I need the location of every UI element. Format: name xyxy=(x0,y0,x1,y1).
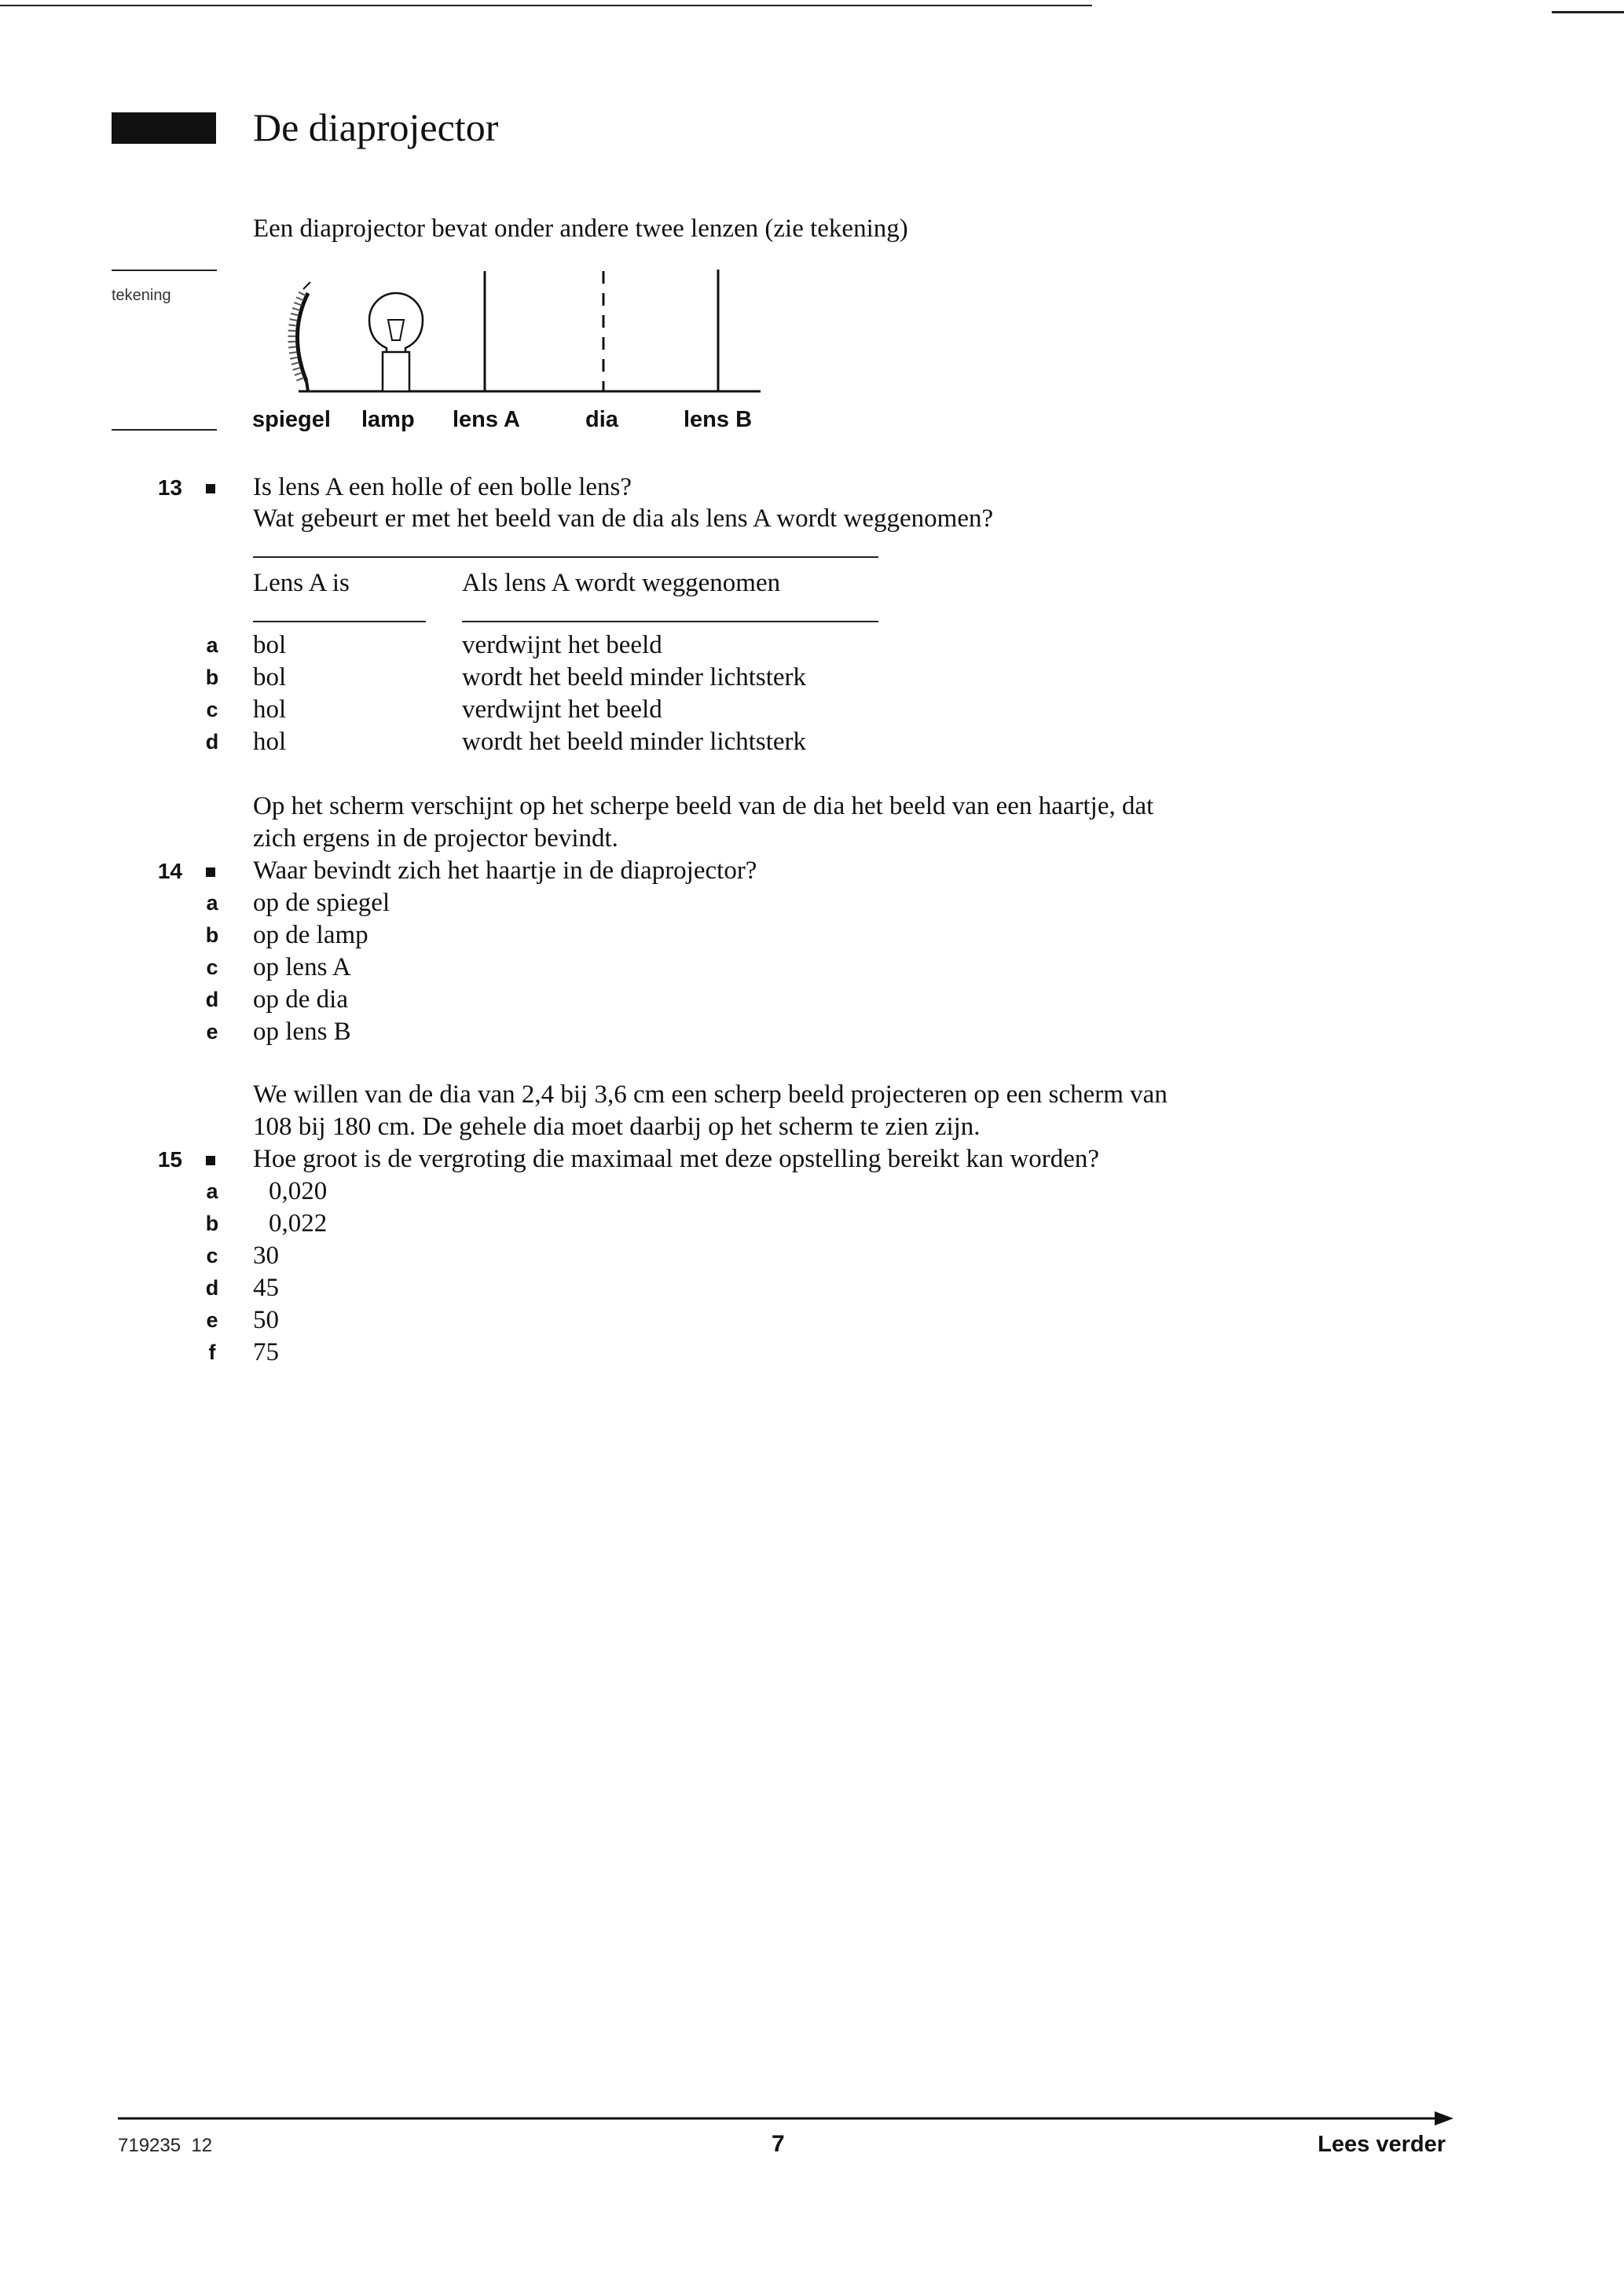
option-letter: c xyxy=(206,1244,218,1267)
figure-side-label: tekening xyxy=(112,287,171,304)
table-header-rule-right xyxy=(462,621,878,622)
option-text: op lens B xyxy=(253,1018,351,1046)
table-cell-lens: hol xyxy=(253,695,287,724)
option-text: 75 xyxy=(253,1338,279,1366)
table-header-lens: Lens A is xyxy=(253,569,350,597)
option-letter: a xyxy=(206,1179,218,1203)
question-15-context-1: We willen van de dia van 2,4 bij 3,6 cm een scherp beeld projecteren op een scherm van xyxy=(253,1080,1168,1109)
question-14-context-2: zich ergens in de projector bevindt. xyxy=(253,824,618,853)
option-text: 45 xyxy=(253,1274,279,1302)
option-letter: d xyxy=(205,730,219,754)
question-14-number: 14 xyxy=(157,859,182,883)
option-text: 50 xyxy=(253,1306,279,1334)
page-title: De diaprojector xyxy=(253,105,499,149)
option-text: 0,020 xyxy=(269,1177,328,1205)
question-14-text: Waar bevindt zich het haartje in de diaprojector? xyxy=(253,856,757,885)
option-letter: b xyxy=(205,666,219,689)
question-13-marker xyxy=(206,484,215,493)
label-dia: dia xyxy=(585,407,618,432)
question-15-number: 15 xyxy=(157,1147,182,1172)
option-letter: c xyxy=(206,955,218,979)
option-letter: d xyxy=(205,1276,219,1300)
table-cell-effect: wordt het beeld minder lichtsterk xyxy=(462,663,807,691)
option-text: op de spiegel xyxy=(253,889,390,917)
figure-top-rule xyxy=(112,270,217,271)
label-lamp: lamp xyxy=(361,407,415,432)
table-cell-effect: verdwijnt het beeld xyxy=(462,631,662,659)
question-13-line-2: Wat gebeurt er met het beeld van de dia als lens A wordt weggenomen? xyxy=(253,504,994,533)
option-letter: b xyxy=(205,1212,219,1235)
top-right-rule xyxy=(1552,11,1624,13)
table-cell-effect: verdwijnt het beeld xyxy=(462,695,662,724)
table-top-rule xyxy=(253,556,878,558)
footer-next-page: Lees verder xyxy=(1318,2132,1446,2157)
mirror-icon xyxy=(291,282,310,391)
table-cell-lens: hol xyxy=(253,728,287,756)
option-letter: e xyxy=(206,1020,218,1043)
option-text: op lens A xyxy=(253,953,351,981)
question-15-context-2: 108 bij 180 cm. De gehele dia moet daarbij op het scherm te zien zijn. xyxy=(253,1113,981,1141)
option-letter: a xyxy=(206,891,218,915)
figure-bottom-rule xyxy=(112,429,217,431)
label-lens-a: lens A xyxy=(453,407,520,432)
question-14-marker xyxy=(206,867,215,877)
option-letter: f xyxy=(208,1341,216,1364)
label-spiegel: spiegel xyxy=(252,407,331,432)
question-13-number: 13 xyxy=(157,475,182,500)
option-text: op de lamp xyxy=(253,921,368,949)
footer-arrow-rule xyxy=(118,2109,1454,2128)
table-cell-lens: bol xyxy=(253,631,287,659)
table-header-effect: Als lens A wordt weggenomen xyxy=(462,569,781,597)
footer-page-number: 7 xyxy=(772,2131,785,2157)
option-letter: a xyxy=(206,633,218,657)
question-15-marker xyxy=(206,1156,215,1165)
table-cell-lens: bol xyxy=(253,663,287,691)
table-header-rule-left xyxy=(253,621,426,622)
option-letter: c xyxy=(206,698,218,721)
projector-diagram xyxy=(253,263,764,405)
label-lens-b: lens B xyxy=(684,407,753,432)
question-13-line-1: Is lens A een holle of een bolle lens? xyxy=(253,473,632,501)
section-marker xyxy=(112,112,216,144)
top-rule xyxy=(0,5,1092,6)
table-cell-effect: wordt het beeld minder lichtsterk xyxy=(462,728,807,756)
question-14-context-1: Op het scherm verschijnt op het scherpe beeld van de dia het beeld van een haartje, dat xyxy=(253,792,1154,820)
option-text: op de dia xyxy=(253,985,348,1014)
option-text: 0,022 xyxy=(269,1209,328,1238)
intro-text: Een diaprojector bevat onder andere twee lenzen (zie tekening) xyxy=(253,215,908,243)
footer-code: 719235 12 xyxy=(118,2135,213,2156)
option-letter: e xyxy=(206,1308,218,1332)
arrow-right-icon xyxy=(1435,2111,1454,2125)
option-text: 30 xyxy=(253,1242,279,1270)
lamp-icon xyxy=(369,293,423,391)
question-15-text: Hoe groot is de vergroting die maximaal met deze opstelling bereikt kan worden? xyxy=(253,1145,1100,1173)
option-letter: b xyxy=(205,923,219,947)
option-letter: d xyxy=(205,988,219,1011)
